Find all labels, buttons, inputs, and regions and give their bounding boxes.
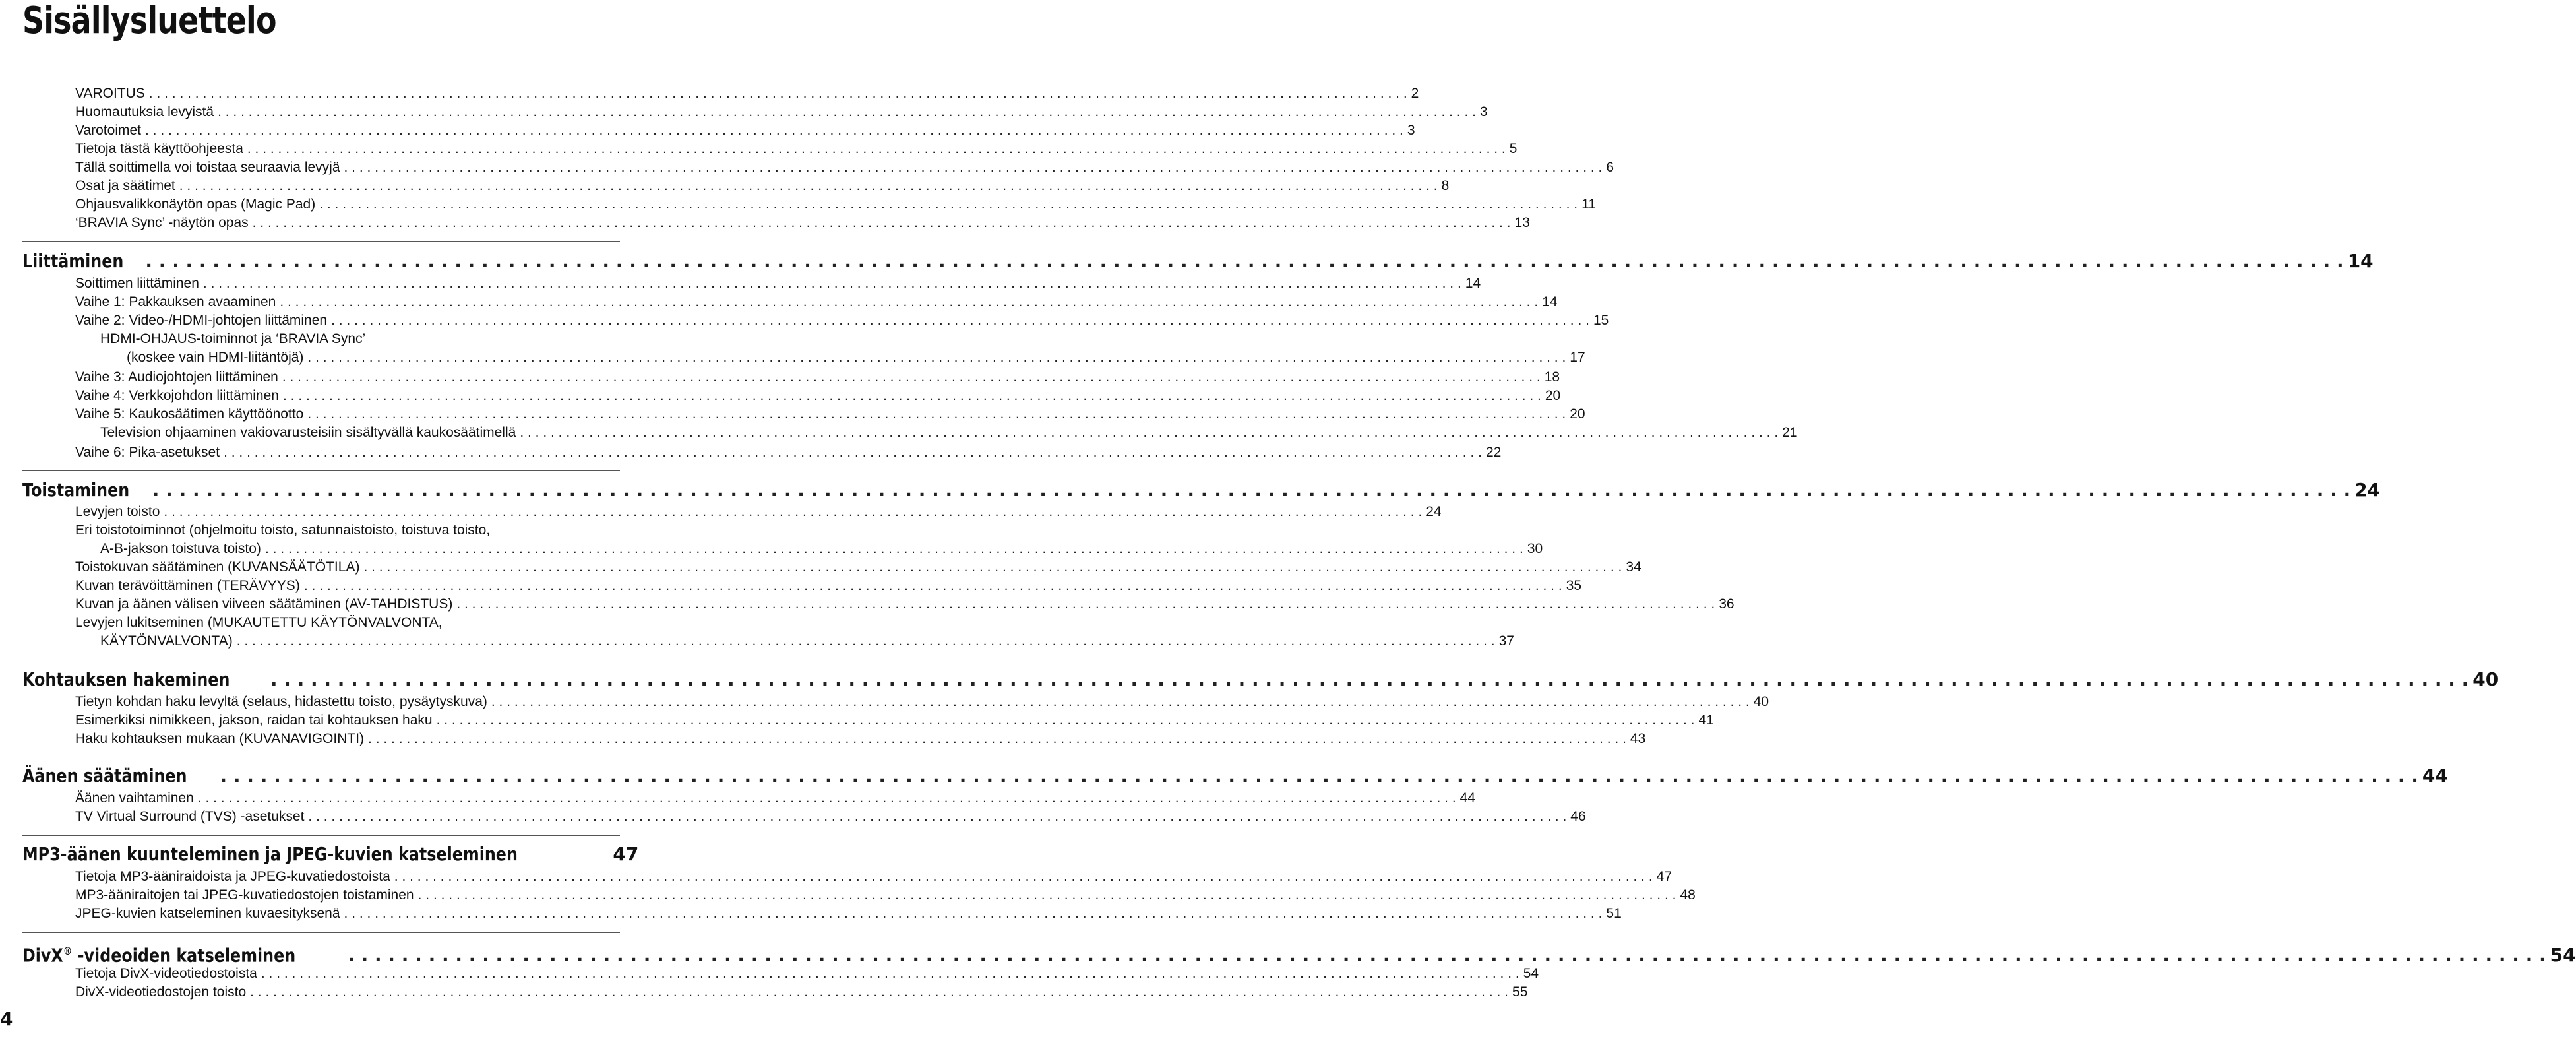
toc-entry-page: 22 <box>1485 445 1502 460</box>
toc-entry[interactable] <box>75 693 1769 711</box>
leader-dots <box>348 943 2546 967</box>
toc-entry-title: Ohjausvalikkonäytön opas (Magic Pad) <box>75 197 316 212</box>
toc-entry-title: TV Virtual Surround (TVS) -asetukset <box>75 809 305 824</box>
leader-dots <box>283 387 1541 405</box>
registered-mark: ® <box>63 945 73 957</box>
leader-dots <box>319 195 1578 214</box>
leader-dots <box>179 177 1438 195</box>
toc-entry-title: Levyjen toisto <box>75 504 160 519</box>
toc-entry-title: Varotoimet <box>75 123 141 138</box>
toc-entry-page: 54 <box>1523 966 1539 981</box>
toc-entry[interactable] <box>100 424 1798 442</box>
leader-dots <box>282 368 1541 387</box>
leader-dots <box>344 905 1603 923</box>
toc-entry-title: Vaihe 3: Audiojohtojen liittäminen <box>75 369 278 385</box>
toc-entry-levyt[interactable] <box>75 158 1614 177</box>
toc-entry[interactable] <box>75 577 1582 595</box>
section-title-divx: DivX <box>22 944 63 967</box>
page-number: 4 <box>0 1008 13 1030</box>
leader-dots <box>394 868 1653 886</box>
toc-entry-page: 43 <box>1630 731 1646 746</box>
toc-entry[interactable] <box>75 789 1476 808</box>
toc-entry-title-line: HDMI-OHJAUS-toiminnot ja ‘BRAVIA Sync’ <box>100 331 366 346</box>
toc-entry-page: 47 <box>1656 869 1672 884</box>
section-divider <box>22 470 620 471</box>
section-heading-toistaminen[interactable] <box>22 478 2381 502</box>
toc-entry-page: 44 <box>1459 790 1476 806</box>
toc-entry-page: 40 <box>1753 694 1769 709</box>
toc-entry-title: Television ohjaaminen vakiovarusteisiin sisältyvällä kaukosäätimellä <box>100 425 516 440</box>
toc-entry-page: 15 <box>1593 313 1609 328</box>
toc-entry[interactable] <box>75 405 1585 424</box>
toc-entry-page: 55 <box>1512 984 1528 1000</box>
section-divider <box>22 241 620 242</box>
leader-dots <box>237 632 1495 651</box>
leader-dots <box>491 693 1750 711</box>
toc-entry[interactable] <box>127 348 1585 367</box>
toc-entry-magic-pad[interactable] <box>75 195 1596 214</box>
section-page: 40 <box>2472 668 2499 690</box>
leader-dots <box>145 121 1403 140</box>
toc-entry[interactable] <box>75 983 1528 1002</box>
toc-entry-bravia-sync[interactable] <box>75 214 1530 232</box>
section-page: 24 <box>2354 479 2381 501</box>
leader-dots <box>220 764 2418 788</box>
toc-entry-page: 5 <box>1509 141 1518 156</box>
toc-entry-title: A-B-jakson toistuva toisto) <box>100 541 261 556</box>
toc-entry-page: 2 <box>1411 86 1419 101</box>
toc-entry-title: Osat ja säätimet <box>75 178 175 193</box>
toc-entry[interactable] <box>75 503 1442 521</box>
toc-entry-tietoja[interactable] <box>75 140 1518 158</box>
leader-dots <box>437 711 1695 730</box>
toc-entry-title: Vaihe 6: Pika-asetukset <box>75 445 220 460</box>
toc-entry-title: Vaihe 2: Video-/HDMI-johtojen liittäminen <box>75 313 328 328</box>
section-page: 14 <box>2347 250 2374 272</box>
section-title: Toistaminen <box>22 479 130 501</box>
toc-entry-page: 51 <box>1606 906 1622 921</box>
leader-dots <box>265 540 1523 558</box>
section-title-rest: -videoiden katseleminen <box>72 944 296 967</box>
section-page: 54 <box>2550 944 2576 967</box>
toc-entry-title: JPEG-kuvien katseleminen kuvaesityksenä <box>75 906 340 921</box>
section-heading-mp3-jpeg[interactable] <box>22 843 639 866</box>
section-divider <box>22 932 620 933</box>
toc-entry[interactable] <box>75 293 1558 311</box>
toc-entry[interactable] <box>75 730 1646 748</box>
toc-entry-title: Tietoja MP3-ääniraidoista ja JPEG-kuvatiedostoista <box>75 869 390 884</box>
section-divider <box>22 835 620 836</box>
leader-dots <box>418 886 1676 905</box>
toc-entry-title: DivX-videotiedostojen toisto <box>75 984 247 1000</box>
toc-entry-title: Soittimen liittäminen <box>75 276 199 291</box>
page-title: Sisällysluettelo <box>22 0 276 42</box>
section-heading-kohtauksen-hakeminen[interactable] <box>22 668 2499 691</box>
section-title: Äänen säätäminen <box>22 765 187 786</box>
toc-entry-page: 46 <box>1570 809 1586 824</box>
toc-entry[interactable] <box>75 443 1502 462</box>
toc-entry-varoitus[interactable] <box>75 84 1419 103</box>
toc-entry-varotoimet[interactable] <box>75 121 1415 140</box>
leader-dots <box>224 443 1482 462</box>
toc-entry-page: 48 <box>1680 887 1696 903</box>
leader-dots <box>307 405 1566 424</box>
toc-entry[interactable] <box>100 632 1514 651</box>
toc-entry-page: 11 <box>1581 197 1596 212</box>
toc-entry-page: 36 <box>1719 596 1734 612</box>
section-page: 47 <box>613 843 639 865</box>
leader-dots <box>456 595 1715 614</box>
toc-entry-page: 24 <box>1426 504 1442 519</box>
toc-entry-page: 37 <box>1498 633 1514 649</box>
toc-entry-title: KÄYTÖNVALVONTA) <box>100 633 233 649</box>
toc-entry-title: Tietyn kohdan haku levyltä (selaus, hidastettu toisto, pysäytyskuva) <box>75 694 487 709</box>
toc-entry-title: MP3-ääniraitojen tai JPEG-kuvatiedostojen toistaminen <box>75 887 414 903</box>
toc-entry-title: Huomautuksia levyistä <box>75 104 214 119</box>
section-title: MP3-äänen kuunteleminen ja JPEG-kuvien katseleminen <box>22 843 518 865</box>
toc-entry[interactable] <box>75 868 1672 886</box>
toc-entry[interactable] <box>75 808 1586 826</box>
toc-entry-title: Tietoja tästä käyttöohjeesta <box>75 141 243 156</box>
toc-entry-title: (koskee vain HDMI-liitäntöjä) <box>127 350 304 365</box>
leader-dots <box>164 503 1422 521</box>
toc-entry[interactable] <box>75 905 1622 923</box>
toc-entry-title: Kuvan ja äänen välisen viiveen säätäminen (AV-TAHDISTUS) <box>75 596 453 612</box>
toc-entry[interactable] <box>75 711 1714 730</box>
toc-entry-page: 17 <box>1570 350 1585 365</box>
leader-dots <box>308 808 1566 826</box>
toc-entry-title: Vaihe 5: Kaukosäätimen käyttöönotto <box>75 406 304 422</box>
toc-entry-page: 35 <box>1566 578 1582 593</box>
section-heading-divx[interactable] <box>22 940 2576 967</box>
toc-entry[interactable] <box>75 368 1560 387</box>
toc-entry-page: 20 <box>1545 388 1561 403</box>
toc-entry[interactable] <box>75 965 1539 983</box>
toc-entry-page: 14 <box>1465 276 1481 291</box>
leader-dots <box>145 249 2343 273</box>
toc-entry[interactable] <box>75 387 1561 405</box>
leader-dots <box>149 84 1407 103</box>
toc-entry-page: 3 <box>1479 104 1488 119</box>
toc-entry-title: Vaihe 1: Pakkauksen avaaminen <box>75 294 276 309</box>
leader-dots <box>218 103 1476 121</box>
leader-dots <box>304 577 1562 595</box>
toc-entry[interactable] <box>75 274 1481 293</box>
leader-dots <box>368 730 1626 748</box>
toc-entry-huomautuksia[interactable] <box>75 103 1488 121</box>
toc-entry-osat[interactable] <box>75 177 1450 195</box>
toc-entry-page: 21 <box>1782 425 1798 440</box>
toc-entry-title: Tietoja DivX-videotiedostoista <box>75 966 257 981</box>
leader-dots <box>198 789 1456 808</box>
section-title: Kohtauksen hakeminen <box>22 668 230 690</box>
toc-entry[interactable] <box>100 540 1543 558</box>
leader-dots <box>520 424 1778 442</box>
leader-dots <box>152 478 2350 502</box>
leader-dots <box>344 158 1603 177</box>
leader-dots <box>270 668 2469 691</box>
toc-entry-page: 14 <box>1542 294 1558 309</box>
toc-entry-page: 18 <box>1544 369 1560 385</box>
toc-entry[interactable] <box>75 886 1696 905</box>
leader-dots <box>307 348 1566 367</box>
toc-entry-title: Haku kohtauksen mukaan (KUVANAVIGOINTI) <box>75 731 365 746</box>
leader-dots <box>253 214 1511 232</box>
leader-dots <box>331 311 1589 330</box>
toc-entry-page: 41 <box>1698 713 1714 728</box>
toc-entry-page: 3 <box>1407 123 1415 138</box>
toc-entry-page: 30 <box>1527 541 1543 556</box>
section-title <box>22 940 295 967</box>
toc-entry-page: 34 <box>1626 559 1641 575</box>
toc-entry-title-line: Levyjen lukitseminen (MUKAUTETTU KÄYTÖNVALVONTA, <box>75 615 443 630</box>
section-heading-liittaminen[interactable] <box>22 249 2374 273</box>
toc-entry-title: Esimerkiksi nimikkeen, jakson, raidan tai kohtauksen haku <box>75 713 433 728</box>
toc-entry-title: ‘BRAVIA Sync’ -näytön opas <box>75 215 249 230</box>
leader-dots <box>280 293 1538 311</box>
toc-entry-title: Äänen vaihtaminen <box>75 790 194 806</box>
section-heading-aanen-saataminen[interactable] <box>22 764 2448 788</box>
toc-entry-page: 6 <box>1606 160 1614 175</box>
toc-entry-title-line: Eri toistotoiminnot (ohjelmoitu toisto, satunnaistoisto, toistuva toisto, <box>75 523 491 538</box>
toc-entry-page: 13 <box>1514 215 1530 230</box>
toc-entry-title: Vaihe 4: Verkkojohdon liittäminen <box>75 388 279 403</box>
toc-entry-title: Tällä soittimella voi toistaa seuraavia levyjä <box>75 160 340 175</box>
toc-entry-title: Kuvan terävöittäminen (TERÄVYYS) <box>75 578 300 593</box>
section-title: Liittäminen <box>22 250 124 272</box>
toc-entry-page: 20 <box>1570 406 1585 422</box>
leader-dots <box>363 558 1622 577</box>
toc-entry-page: 8 <box>1441 178 1450 193</box>
toc-entry[interactable] <box>75 595 1734 614</box>
toc-entry-title: VAROITUS <box>75 86 145 101</box>
leader-dots <box>250 983 1508 1002</box>
toc-entry-title: Toistokuvan säätäminen (KUVANSÄÄTÖTILA) <box>75 559 360 575</box>
leader-dots <box>203 274 1461 293</box>
leader-dots <box>261 965 1519 983</box>
toc-entry[interactable] <box>75 558 1641 577</box>
section-page: 44 <box>2422 765 2448 786</box>
toc-entry[interactable] <box>75 311 1609 330</box>
leader-dots <box>247 140 1506 158</box>
